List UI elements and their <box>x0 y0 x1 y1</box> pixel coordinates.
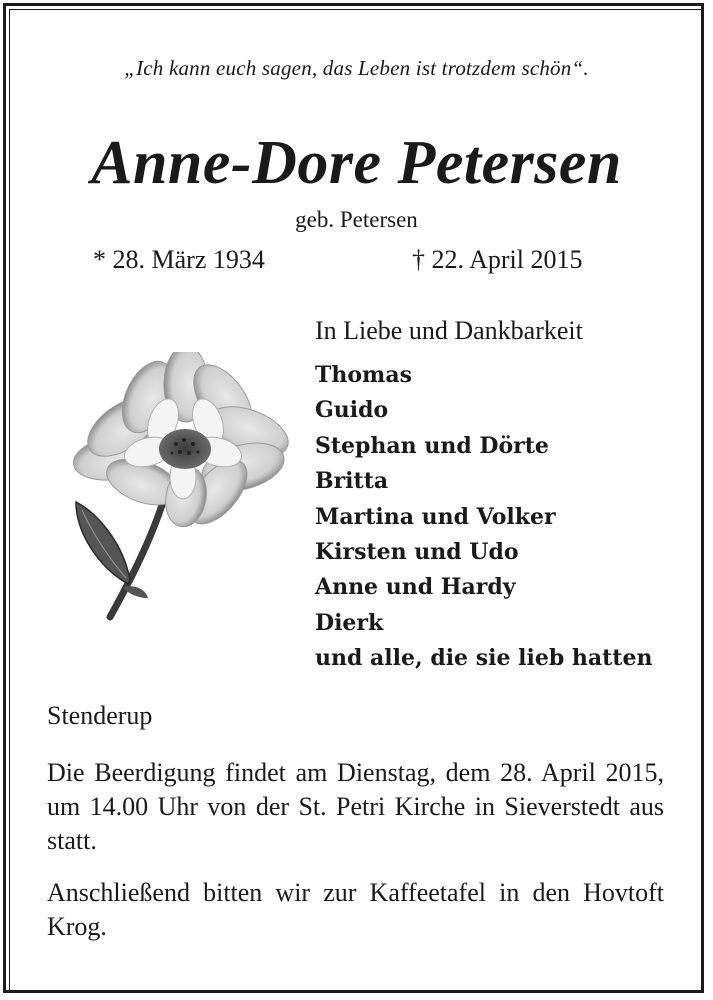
mourner-name: Thomas <box>315 362 412 388</box>
mourner-name: Martina und Volker <box>315 503 556 530</box>
mourner-name: Dierk <box>315 609 384 636</box>
mourner-name: Guido <box>315 397 389 424</box>
mourner-name: Kirsten und Udo <box>315 538 519 565</box>
deceased-name: Anne-Dore Petersen <box>91 129 622 197</box>
mourner-name: und alle, die sie lieb hatten <box>315 645 653 672</box>
place-name: Stenderup <box>47 701 153 730</box>
mourner-name: Anne und Hardy <box>315 574 516 601</box>
flower-icon <box>68 352 294 622</box>
mourner-name: Stephan und Dörte <box>315 432 549 459</box>
birth-date: * 28. März 1934 <box>93 245 265 274</box>
birth-name: geb. Petersen <box>295 207 418 232</box>
mourner-name: Britta <box>315 468 389 495</box>
mourners-list <box>315 358 652 677</box>
memorial-quote: „Ich kann euch sagen, das Leben ist trotzdem schön“. <box>124 56 589 80</box>
dedication-line: In Liebe und Dankbarkeit <box>315 316 583 345</box>
reception-announcement: Anschließend bitten wir zur Kaffeetafel in den Hovtoft Krog. <box>47 878 664 941</box>
funeral-announcement: Die Beerdigung findet am Dienstag, dem 28. April 2015, um 14.00 Uhr von der St. Petri Kirche in Sieverstedt aus statt. <box>47 758 664 855</box>
death-date: † 22. April 2015 <box>412 245 583 274</box>
